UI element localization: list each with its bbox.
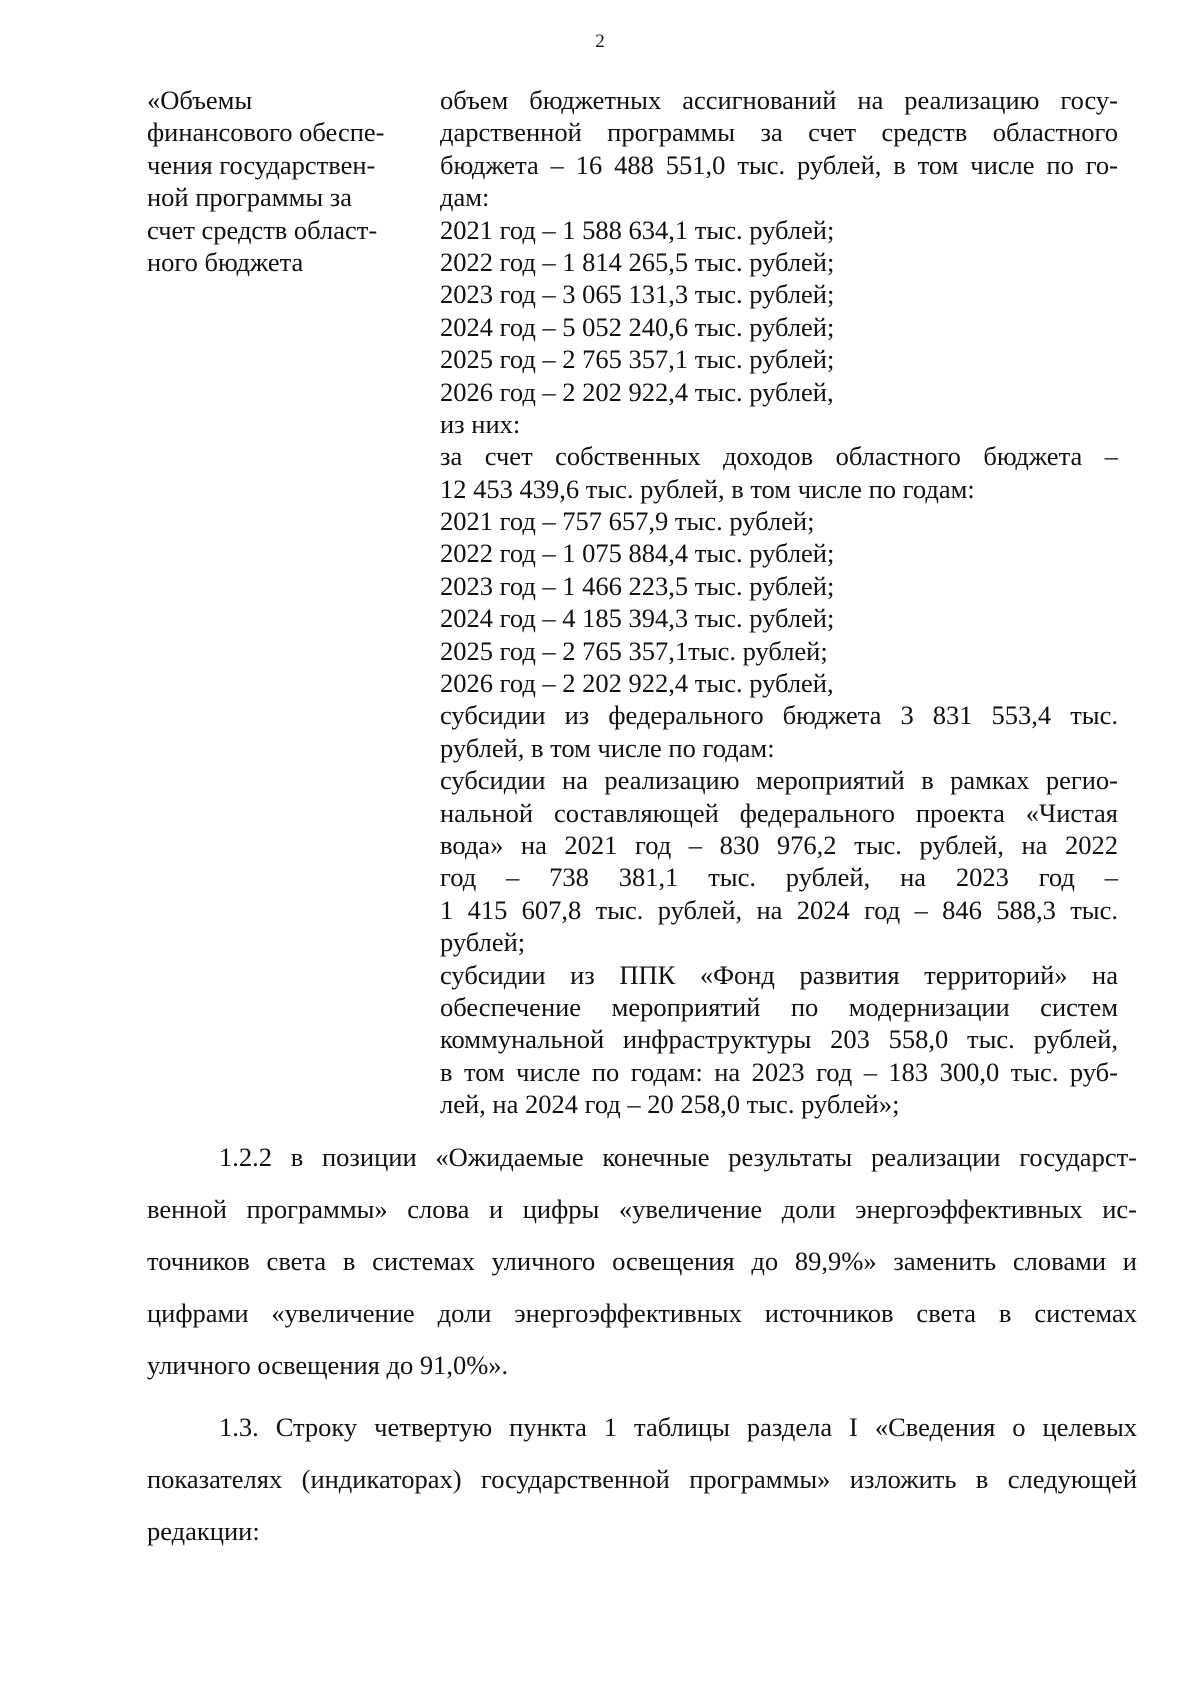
passport-value-line: дарственной программы за счет средств областного bbox=[440, 117, 1118, 148]
passport-value-line: 2023 год – 3 065 131,3 тыс. рублей; bbox=[440, 279, 835, 310]
passport-value-line: вода» на 2021 год – 830 976,2 тыс. рублей, на 2022 bbox=[440, 829, 1118, 860]
passport-label-line: ной программы за bbox=[147, 182, 352, 213]
passport-value-line: лей, на 2024 год – 20 258,0 тыс. рублей»; bbox=[440, 1089, 900, 1120]
passport-value-line: 2022 год – 1 814 265,5 тыс. рублей; bbox=[440, 246, 835, 277]
passport-value-line: 2026 год – 2 202 922,4 тыс. рублей, bbox=[440, 668, 834, 699]
paragraph-line: венной программы» слова и цифры «увеличение доли энергоэффективных ис- bbox=[147, 1194, 1137, 1224]
paragraph-line: уличного освещения до 91,0%». bbox=[147, 1350, 509, 1380]
passport-value-line: обеспечение мероприятий по модернизации систем bbox=[440, 991, 1118, 1022]
passport-value-line: за счет собственных доходов областного бюджета – bbox=[440, 441, 1118, 472]
paragraph-line: 1.3. Строку четвертую пункта 1 таблицы раздела I «Сведения о целевых bbox=[219, 1412, 1137, 1442]
page-number: 2 bbox=[595, 31, 605, 52]
passport-value-line: в том числе по годам: на 2023 год – 183 300,0 тыс. руб- bbox=[440, 1056, 1118, 1087]
passport-value-line: 2025 год – 2 765 357,1тыс. рублей; bbox=[440, 635, 828, 666]
passport-value-line: субсидии из федерального бюджета 3 831 553,4 тыс. bbox=[440, 700, 1118, 731]
passport-value-line: 2026 год – 2 202 922,4 тыс. рублей, bbox=[440, 376, 834, 407]
passport-value-line: 2023 год – 1 466 223,5 тыс. рублей; bbox=[440, 570, 835, 601]
passport-value-line: 12 453 439,6 тыс. рублей, в том числе по годам: bbox=[440, 473, 975, 504]
passport-value-line: субсидии из ППК «Фонд развития территорий» на bbox=[440, 959, 1118, 990]
passport-value-line: дам: bbox=[440, 182, 490, 213]
passport-label bbox=[147, 84, 417, 278]
passport-label-line: «Объемы bbox=[147, 85, 253, 115]
passport-value-line: 2022 год – 1 075 884,4 тыс. рублей; bbox=[440, 538, 835, 569]
passport-value-line: 2021 год – 757 657,9 тыс. рублей; bbox=[440, 506, 815, 537]
passport-value-line: 2021 год – 1 588 634,1 тыс. рублей; bbox=[440, 214, 835, 245]
paragraph-line: 1.2.2 в позиции «Ожидаемые конечные результаты реализации государст- bbox=[219, 1142, 1137, 1172]
passport-label-line: финансового обеспе- bbox=[147, 117, 385, 148]
paragraph-line: показателях (индикаторах) государственной программы» изложить в следующей bbox=[147, 1464, 1137, 1494]
passport-value-line: субсидии на реализацию мероприятий в рамках регио- bbox=[440, 765, 1118, 796]
passport-value-line: год – 738 381,1 тыс. рублей, на 2023 год – bbox=[440, 862, 1118, 893]
passport-value-line: бюджета – 16 488 551,0 тыс. рублей, в том числе по го- bbox=[440, 149, 1118, 180]
passport-value bbox=[440, 84, 1118, 1121]
passport-value-line: рублей; bbox=[440, 927, 526, 958]
passport-value-line: рублей, в том числе по годам: bbox=[440, 732, 775, 763]
passport-value-line: 1 415 607,8 тыс. рублей, на 2024 год – 846 588,3 тыс. bbox=[440, 894, 1118, 925]
passport-label-line: счет средств област- bbox=[147, 214, 378, 245]
passport-value-line: нальной составляющей федерального проекта «Чистая bbox=[440, 797, 1118, 828]
paragraph-line: цифрами «увеличение доли энергоэффективных источников света в системах bbox=[147, 1298, 1137, 1328]
passport-value-line: 2024 год – 5 052 240,6 тыс. рублей; bbox=[440, 311, 835, 342]
passport-value-line: 2024 год – 4 185 394,3 тыс. рублей; bbox=[440, 603, 835, 634]
passport-label-line: ного бюджета bbox=[147, 246, 304, 277]
passport-value-line: объем бюджетных ассигнований на реализацию госу- bbox=[440, 85, 1118, 115]
passport-label-line: чения государствен- bbox=[147, 149, 376, 180]
paragraph bbox=[147, 1401, 1137, 1557]
passport-value-line: коммунальной инфраструктуры 203 558,0 тыс. рублей, bbox=[440, 1024, 1118, 1055]
passport-value-line: из них: bbox=[440, 408, 521, 439]
paragraph-line: точников света в системах уличного освещения до 89,9%» заменить словами и bbox=[147, 1246, 1137, 1276]
paragraph-line: редакции: bbox=[147, 1516, 260, 1546]
passport-value-line: 2025 год – 2 765 357,1 тыс. рублей; bbox=[440, 344, 835, 375]
body-text bbox=[147, 1131, 1137, 1567]
paragraph bbox=[147, 1131, 1137, 1391]
